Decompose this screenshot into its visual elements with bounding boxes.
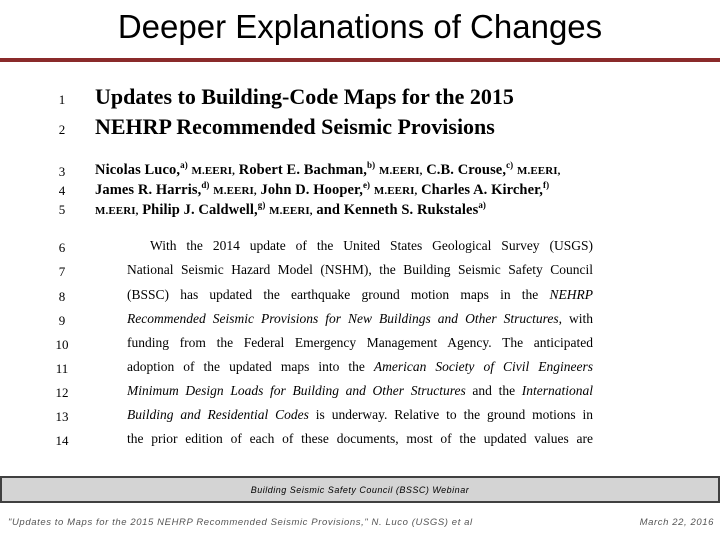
line-number: 3 xyxy=(58,164,66,179)
line-number: 13 xyxy=(55,409,69,424)
author-name: and Kenneth S. Rukstales xyxy=(316,201,479,218)
line-number: 9 xyxy=(58,313,66,328)
line-number: 5 xyxy=(58,202,66,217)
author-sup: a) xyxy=(180,160,188,170)
author-aff: M.EERI, xyxy=(95,204,139,217)
author-sup: a) xyxy=(478,200,487,210)
line-number: 4 xyxy=(58,183,66,198)
body-line: the prior edition of each of these documents, most of the updated values are xyxy=(127,431,593,446)
author-sup: c) xyxy=(506,160,514,170)
author-sup: e) xyxy=(362,180,371,190)
author-sup: b) xyxy=(367,160,376,170)
author-name: Robert E. Bachman, xyxy=(238,161,368,178)
author-name: Nicolas Luco, xyxy=(95,161,181,178)
author-aff: M.EERI, xyxy=(269,204,313,217)
author-sup: g) xyxy=(257,200,266,210)
author-line xyxy=(95,180,549,199)
author-name: John D. Hooper, xyxy=(260,181,363,198)
footer-banner xyxy=(0,476,720,503)
paper-title-line-1: Updates to Building-Code Maps for the 2015 xyxy=(95,84,514,109)
line-number: 14 xyxy=(55,433,69,448)
body-line: National Seismic Hazard Model (NSHM), the Building Seismic Safety Council xyxy=(127,262,593,277)
body-line: Building and Residential Codes is underway. Relative to the ground motions in xyxy=(127,407,593,422)
author-name: Philip J. Caldwell, xyxy=(142,201,258,218)
body-line: With the 2014 update of the United States Geological Survey (USGS) xyxy=(150,238,593,253)
body-line: Minimum Design Loads for Building and Other Structures and the International xyxy=(127,383,593,398)
author-sup: d) xyxy=(201,180,210,190)
line-number: 2 xyxy=(58,122,66,137)
footer-banner-text: Building Seismic Safety Council (BSSC) Webinar xyxy=(250,484,470,495)
author-name: C.B. Crouse, xyxy=(426,161,507,178)
author-name: James R. Harris, xyxy=(95,181,202,198)
paper-title-line-2: NEHRP Recommended Seismic Provisions xyxy=(95,114,495,139)
footer-date: March 22, 2016 xyxy=(639,517,714,528)
author-line xyxy=(95,200,486,219)
line-number: 8 xyxy=(58,289,66,304)
line-number: 7 xyxy=(58,264,66,279)
slide-title: Deeper Explanations of Changes xyxy=(117,8,603,45)
body-line: (BSSC) has updated the earthquake ground motion maps in the NEHRP xyxy=(127,287,593,302)
body-line: Recommended Seismic Provisions for New Buildings and Other Structures, with xyxy=(127,311,593,326)
body-line: adoption of the updated maps into the American Society of Civil Engineers xyxy=(127,359,593,374)
line-number: 12 xyxy=(55,385,69,400)
line-number: 6 xyxy=(58,240,66,255)
line-number: 1 xyxy=(58,92,66,107)
author-aff: M.EERI, xyxy=(191,164,236,177)
paper-excerpt xyxy=(0,62,720,472)
line-number: 10 xyxy=(55,337,69,352)
author-name: Charles A. Kircher, xyxy=(421,181,544,198)
author-sup: f) xyxy=(543,180,550,190)
author-aff: M.EERI, xyxy=(213,184,257,197)
footer-citation: "Updates to Maps for the 2015 NEHRP Recommended Seismic Provisions," N. Luco (USGS) et al xyxy=(8,517,473,528)
author-aff: M.EERI, xyxy=(373,184,418,197)
author-line xyxy=(95,160,561,179)
line-number: 11 xyxy=(55,361,69,376)
author-aff: M.EERI, xyxy=(378,164,423,177)
body-line: funding from the Federal Emergency Management Agency. The anticipated xyxy=(127,335,593,350)
author-aff: M.EERI, xyxy=(517,164,561,177)
